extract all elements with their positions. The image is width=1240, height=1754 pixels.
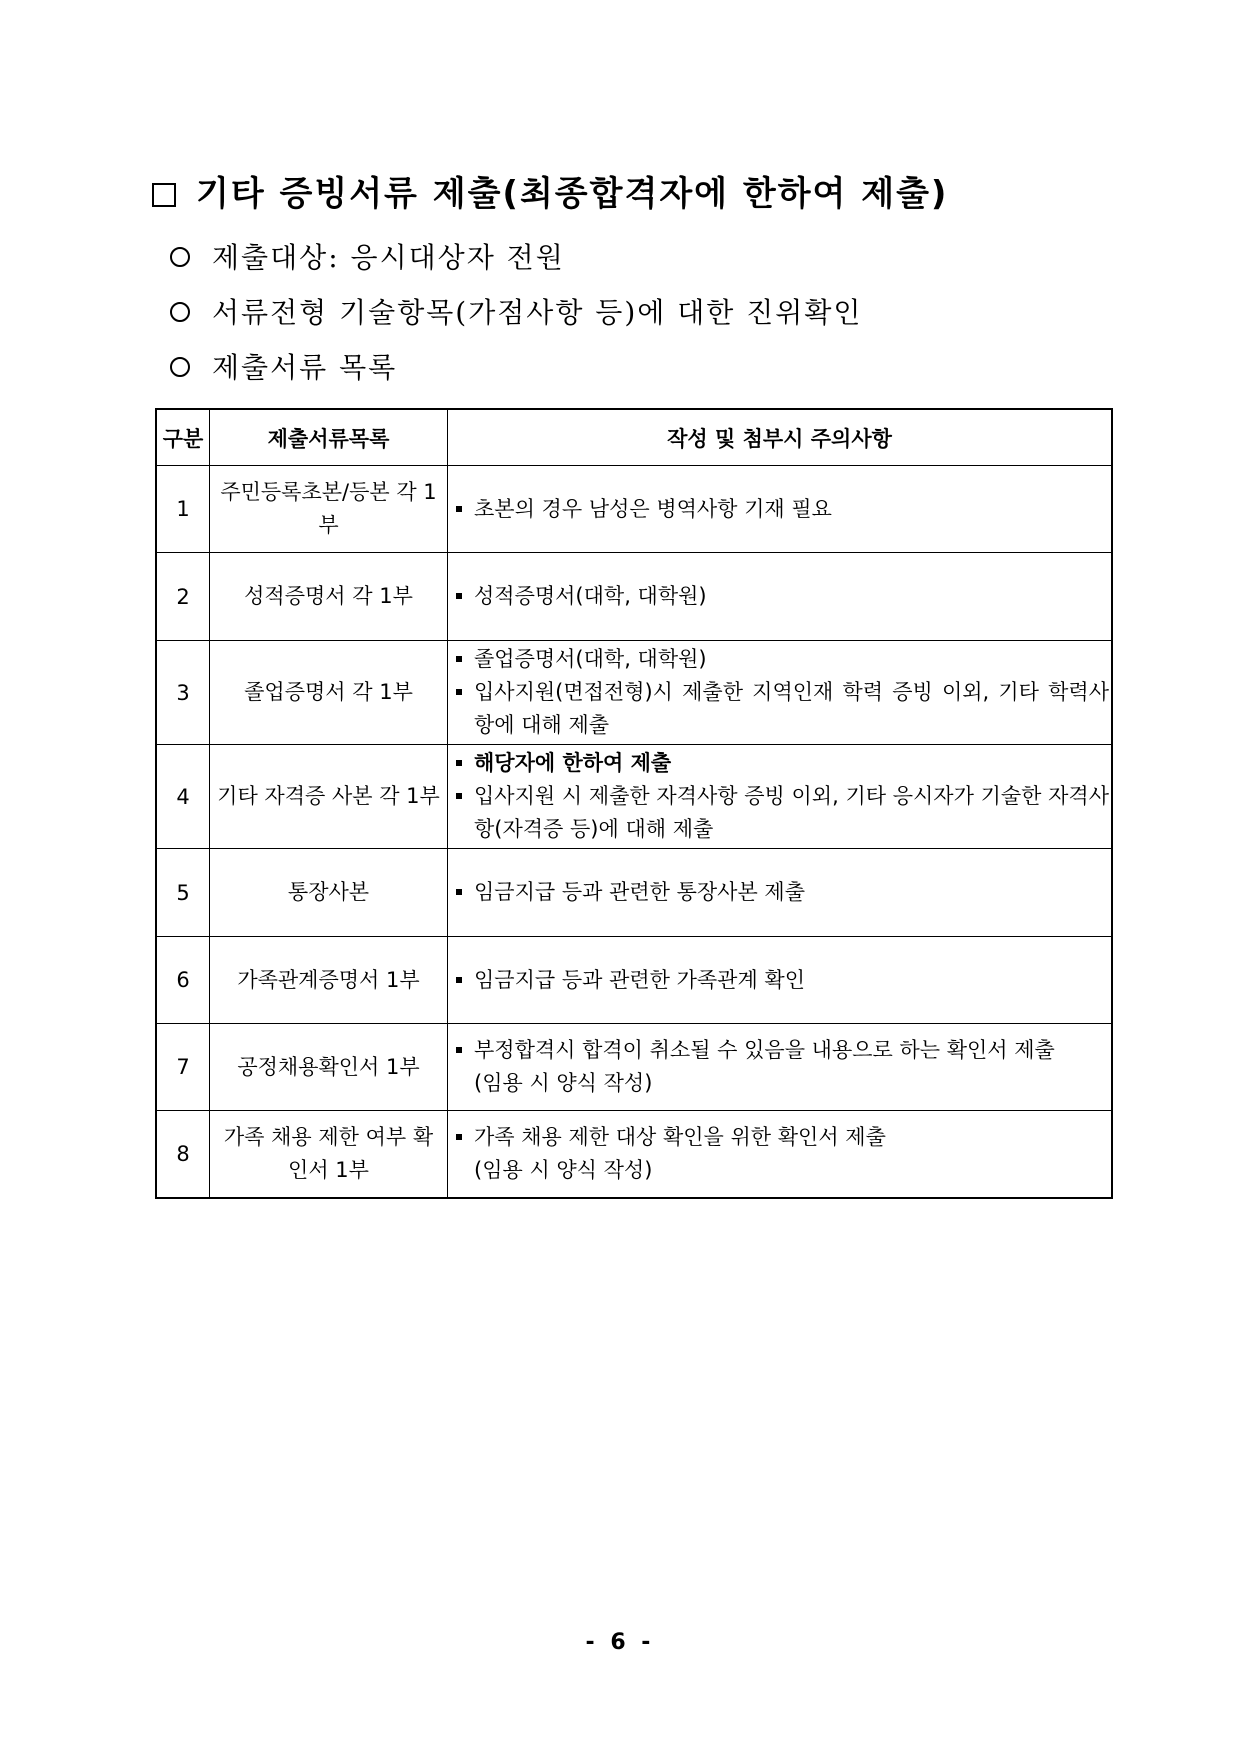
row-no: 6 xyxy=(156,937,210,1024)
header-note: 작성 및 첨부시 주의사항 xyxy=(448,409,1113,466)
row-doc: 통장사본 xyxy=(210,849,448,937)
table-row xyxy=(156,937,1112,1024)
note-item: 부정합격시 합격이 취소될 수 있음을 내용으로 하는 확인서 제출 xyxy=(452,1034,1109,1067)
bullet-item xyxy=(170,350,397,386)
table-row xyxy=(156,745,1112,849)
note-item: 성적증명서(대학, 대학원) xyxy=(452,580,1109,613)
table-row xyxy=(156,849,1112,937)
row-notes xyxy=(448,745,1113,849)
table-header-row xyxy=(156,409,1112,466)
row-doc: 가족 채용 제한 여부 확인서 1부 xyxy=(210,1111,448,1198)
note-item: 임금지급 등과 관련한 통장사본 제출 xyxy=(452,876,1109,909)
row-notes xyxy=(448,1111,1113,1198)
row-no: 2 xyxy=(156,553,210,641)
table-row xyxy=(156,466,1112,553)
row-doc: 가족관계증명서 1부 xyxy=(210,937,448,1024)
header-doc: 제출서류목록 xyxy=(210,409,448,466)
note-item: 입사지원(면접전형)시 제출한 지역인재 학력 증빙 이외, 기타 학력사항에 대해 제출 xyxy=(452,676,1109,742)
row-no: 3 xyxy=(156,641,210,745)
note-item: 초본의 경우 남성은 병역사항 기재 필요 xyxy=(452,493,1109,526)
bullet-item xyxy=(170,295,862,331)
row-no: 4 xyxy=(156,745,210,849)
row-notes xyxy=(448,466,1113,553)
checkbox-square-icon xyxy=(152,183,176,207)
circle-bullet-icon xyxy=(170,247,190,267)
table-row xyxy=(156,641,1112,745)
circle-bullet-icon xyxy=(170,302,190,322)
note-item: 졸업증명서(대학, 대학원) xyxy=(452,643,1109,676)
circle-bullet-icon xyxy=(170,357,190,377)
note-item: 해당자에 한하여 제출 xyxy=(452,747,1109,780)
table-row xyxy=(156,1111,1112,1198)
table-row xyxy=(156,553,1112,641)
row-notes xyxy=(448,849,1113,937)
row-doc: 기타 자격증 사본 각 1부 xyxy=(210,745,448,849)
row-no: 1 xyxy=(156,466,210,553)
row-no: 8 xyxy=(156,1111,210,1198)
section-heading xyxy=(152,172,948,216)
section-heading-text: 기타 증빙서류 제출(최종합격자에 한하여 제출) xyxy=(196,174,949,214)
note-item: 임금지급 등과 관련한 가족관계 확인 xyxy=(452,964,1109,997)
row-notes xyxy=(448,553,1113,641)
row-doc: 성적증명서 각 1부 xyxy=(210,553,448,641)
page-number: - 6 - xyxy=(585,1630,655,1655)
row-doc: 주민등록초본/등본 각 1부 xyxy=(210,466,448,553)
row-no: 7 xyxy=(156,1024,210,1111)
row-notes xyxy=(448,1024,1113,1111)
note-subnote: (임용 시 양식 작성) xyxy=(474,1071,653,1095)
row-notes xyxy=(448,641,1113,745)
row-doc: 졸업증명서 각 1부 xyxy=(210,641,448,745)
table-row xyxy=(156,1024,1112,1111)
bullet-item xyxy=(170,240,565,276)
bullet-text: 제출대상: 응시대상자 전원 xyxy=(212,241,565,274)
documents-table xyxy=(155,408,1113,1199)
row-doc: 공정채용확인서 1부 xyxy=(210,1024,448,1111)
bullet-text: 서류전형 기술항목(가점사항 등)에 대한 진위확인 xyxy=(212,296,863,329)
note-subnote: (임용 시 양식 작성) xyxy=(474,1157,653,1182)
note-item: 입사지원 시 제출한 자격사항 증빙 이외, 기타 응시자가 기술한 자격사항(자격증 등)에 대해 제출 xyxy=(452,780,1109,846)
note-item: 가족 채용 제한 대상 확인을 위한 확인서 제출 xyxy=(452,1121,1109,1154)
row-no: 5 xyxy=(156,849,210,937)
row-notes xyxy=(448,937,1113,1024)
bullet-text: 제출서류 목록 xyxy=(212,351,398,384)
header-no: 구분 xyxy=(156,409,210,466)
